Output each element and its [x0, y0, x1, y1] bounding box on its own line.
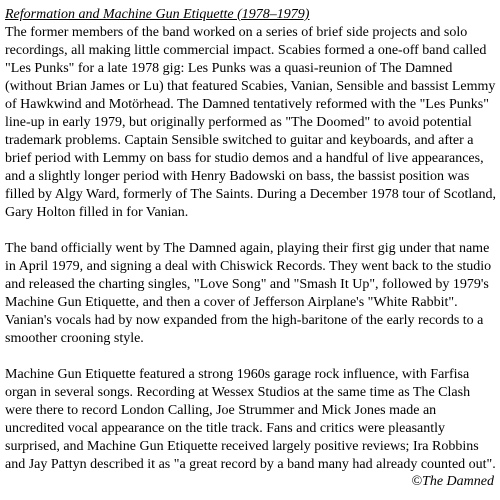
section-heading: Reformation and Machine Gun Etiquette (1978–1979)	[5, 7, 310, 22]
paragraph-3: Machine Gun Etiquette featured a strong 1960s garage rock influence, with Farfisa organ in several songs. Recording at Wessex Studios at the same time as The Clash were there to record London Calling, Joe Strummer and Mick Jones made an uncredited vocal appearance on the title track. Fans and critics were pleasantly surprised, and Machine Gun Etiquette received largely positive reviews; Ira Robbins and Jay Pattyn described it as "a great record by a band many had already counted out".	[5, 367, 496, 472]
paragraph-1: The former members of the band worked on a series of brief side projects and solo recordings, all making little commercial impact. Scabies formed a one-off band called "Les Punks" for a late 1978 gig: Les Punks was a quasi-reunion of The Damned (without Brian James or Lu) that featured Scabies, Vanian, Sensible and bassist Lemmy of Hawkwind and Motörhead. The Damned tentatively reformed with the "Les Punks" line-up in early 1979, but originally performed as "The Doomed" to avoid potential trademark problems. Captain Sensible switched to guitar and keyboards, and after a brief period with Lemmy on bass for studio demos and a handful of live appearances, and a slightly longer period with Henry Badowski on bass, the bassist position was filled by Algy Ward, formerly of The Saints. During a December 1978 tour of Scotland, Gary Holton filled in for Vanian.	[5, 25, 496, 220]
paragraph-2: The band officially went by The Damned again, playing their first gig under that name in April 1979, and signing a deal with Chiswick Records. They went back to the studio and released the charting singles, "Love Song" and "Smash It Up", followed by 1979's Machine Gun Etiquette, and then a cover of Jefferson Airplane's "White Rabbit". Vanian's vocals had by now expanded from the high-baritone of the early records to a smoother crooning style.	[5, 241, 492, 346]
copyright-notice: ©The Damned	[411, 474, 494, 489]
